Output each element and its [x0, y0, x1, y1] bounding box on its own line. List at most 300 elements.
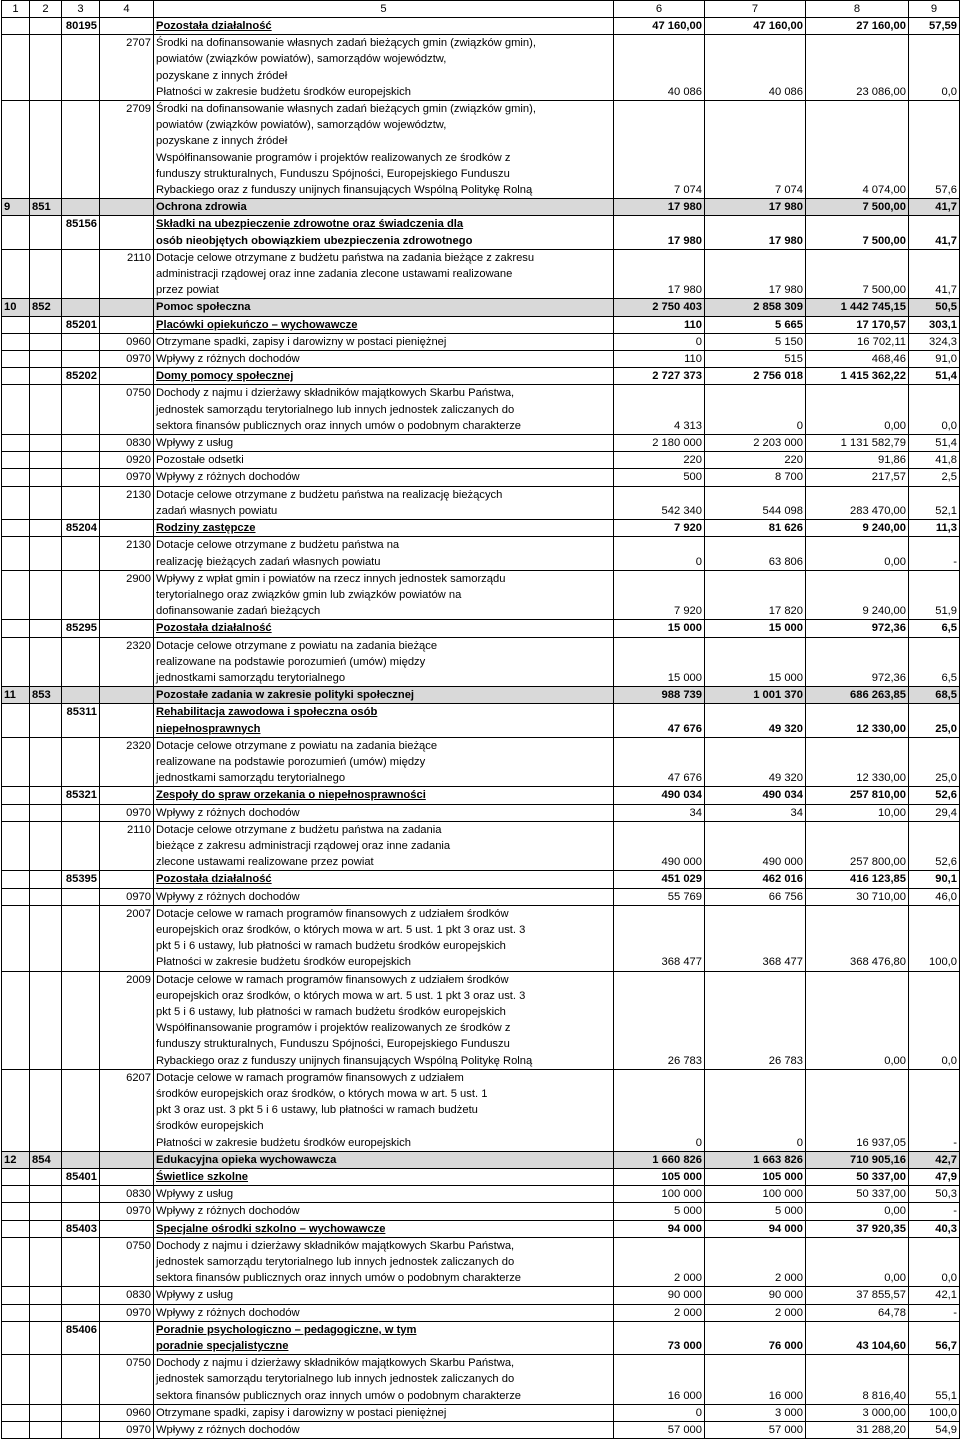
execution-percent: 52,6: [909, 854, 960, 871]
column-header-row: [2, 1, 960, 18]
execution-amount: 7 500,00: [806, 282, 909, 299]
item-description: [154, 216, 614, 233]
chapter-code: [62, 249, 100, 266]
item-description: [154, 620, 614, 637]
plan-initial: [614, 1371, 705, 1387]
paragraph-code: 2900: [100, 570, 154, 587]
plan-after-changes: 1 663 826: [705, 1151, 806, 1168]
paragraph-code: [100, 922, 154, 938]
item-description: [154, 18, 614, 35]
division-code: [30, 333, 62, 350]
item-description: Pozostałe zadania w zakresie polityki społecznej: [154, 687, 614, 704]
table-row: [2, 1053, 960, 1070]
item-description: Dochody z najmu i dzierżawy składników majątkowych Skarbu Państwa,: [154, 385, 614, 402]
plan-initial: [614, 905, 705, 922]
plan-after-changes: [705, 587, 806, 603]
section-number: [2, 1371, 30, 1387]
paragraph-code: [100, 182, 154, 199]
plan-initial: [614, 1355, 705, 1372]
paragraph-code: [100, 954, 154, 971]
table-row: [2, 402, 960, 418]
item-description: Dochody z najmu i dzierżawy składników majątkowych Skarbu Państwa,: [154, 1355, 614, 1372]
execution-percent: [909, 1069, 960, 1086]
division-code: [30, 1338, 62, 1355]
section-number: [2, 603, 30, 620]
execution-percent: [909, 385, 960, 402]
chapter-code: [62, 971, 100, 988]
plan-after-changes: [705, 216, 806, 233]
paragraph-code: [100, 754, 154, 770]
plan-after-changes: [705, 704, 806, 721]
paragraph-code: [100, 603, 154, 620]
item-description: jednostek samorządu terytorialnego lub innych jednostek zaliczanych do: [154, 402, 614, 418]
chapter-code: [62, 1186, 100, 1203]
execution-percent: 6,5: [909, 620, 960, 637]
division-code: [30, 737, 62, 754]
section-number: [2, 922, 30, 938]
plan-after-changes: [705, 838, 806, 854]
item-description: osób nieobjętych obowiązkiem ubezpieczenia zdrowotnego: [154, 233, 614, 250]
execution-amount: 31 288,20: [806, 1422, 909, 1439]
division-code: [30, 266, 62, 282]
chapter-code: [62, 1004, 100, 1020]
section-number: [2, 1086, 30, 1102]
item-description-text: Domy pomocy społecznej: [156, 370, 294, 383]
execution-amount: 1 415 362,22: [806, 368, 909, 385]
plan-after-changes: 15 000: [705, 620, 806, 637]
chapter-code: [62, 1304, 100, 1321]
item-description-text: Rodziny zastępcze: [156, 522, 256, 535]
section-number: [2, 954, 30, 971]
section-number: [2, 368, 30, 385]
execution-percent: 6,5: [909, 670, 960, 687]
execution-amount: [806, 1069, 909, 1086]
plan-initial: [614, 117, 705, 133]
plan-after-changes: 2 756 018: [705, 368, 806, 385]
item-description: Środki na dofinansowanie własnych zadań bieżących gmin (związków gmin),: [154, 101, 614, 118]
execution-percent: 29,4: [909, 804, 960, 821]
plan-after-changes: [705, 1371, 806, 1387]
chapter-code: [62, 182, 100, 199]
execution-amount: 27 160,00: [806, 18, 909, 35]
execution-percent: [909, 249, 960, 266]
item-description: Współfinansowanie programów i projektów realizowanych ze środków z: [154, 150, 614, 166]
plan-initial: 15 000: [614, 620, 705, 637]
division-code: [30, 670, 62, 687]
table-row: [2, 1004, 960, 1020]
execution-amount: 1 442 745,15: [806, 299, 909, 316]
execution-amount: [806, 486, 909, 503]
execution-percent: 25,0: [909, 721, 960, 738]
table-row: [2, 603, 960, 620]
execution-percent: [909, 51, 960, 67]
plan-initial: 7 074: [614, 182, 705, 199]
chapter-code: [62, 888, 100, 905]
execution-percent: 50,5: [909, 299, 960, 316]
item-description: pkt 5 i 6 ustawy, lub płatności w ramach budżetu środków europejskich: [154, 1004, 614, 1020]
item-description: Wpływy z różnych dochodów: [154, 351, 614, 368]
division-code: [30, 1020, 62, 1036]
execution-percent: [909, 266, 960, 282]
item-description: Otrzymane spadki, zapisy i darowizny w postaci pieniężnej: [154, 1404, 614, 1421]
table-row: [2, 1287, 960, 1304]
plan-initial: 500: [614, 469, 705, 486]
chapter-code: [62, 68, 100, 84]
plan-after-changes: [705, 1069, 806, 1086]
table-row: [2, 469, 960, 486]
execution-percent: [909, 1004, 960, 1020]
section-number: [2, 1203, 30, 1220]
plan-after-changes: 0: [705, 418, 806, 435]
division-code: [30, 1053, 62, 1070]
execution-amount: 12 330,00: [806, 770, 909, 787]
paragraph-code: 2110: [100, 249, 154, 266]
division-code: [30, 1422, 62, 1439]
division-code: [30, 469, 62, 486]
execution-amount: 416 123,85: [806, 871, 909, 888]
chapter-code: 85401: [62, 1169, 100, 1186]
division-code: [30, 1186, 62, 1203]
division-code: [30, 1304, 62, 1321]
execution-percent: [909, 1086, 960, 1102]
item-description: funduszy strukturalnych, Funduszu Spójności, Europejskiego Funduszu: [154, 1036, 614, 1052]
chapter-code: [62, 1036, 100, 1052]
execution-amount: 7 500,00: [806, 233, 909, 250]
chapter-code: 85156: [62, 216, 100, 233]
table-row: [2, 804, 960, 821]
chapter-code: [62, 1287, 100, 1304]
paragraph-code: [100, 704, 154, 721]
division-code: [30, 954, 62, 971]
execution-percent: 50,3: [909, 1186, 960, 1203]
table-row: [2, 1020, 960, 1036]
division-code: [30, 435, 62, 452]
execution-amount: [806, 35, 909, 52]
execution-percent: -: [909, 554, 960, 571]
division-code: [30, 1371, 62, 1387]
execution-percent: [909, 68, 960, 84]
paragraph-code: 0750: [100, 1237, 154, 1254]
paragraph-code: [100, 368, 154, 385]
section-number: [2, 351, 30, 368]
item-description: funduszy strukturalnych, Funduszu Spójności, Europejskiego Funduszu: [154, 166, 614, 182]
paragraph-code: [100, 787, 154, 804]
execution-percent: 57,6: [909, 182, 960, 199]
paragraph-code: 2009: [100, 971, 154, 988]
chapter-row: [2, 1321, 960, 1338]
column-header-4: 4: [100, 1, 154, 18]
chapter-row: [2, 1220, 960, 1237]
division-code: [30, 871, 62, 888]
section-number: [2, 938, 30, 954]
plan-after-changes: 2 858 309: [705, 299, 806, 316]
plan-initial: [614, 971, 705, 988]
plan-after-changes: [705, 637, 806, 654]
division-code: [30, 1270, 62, 1287]
execution-percent: 68,5: [909, 687, 960, 704]
item-description: [154, 871, 614, 888]
execution-percent: 52,1: [909, 503, 960, 520]
table-row: [2, 68, 960, 84]
paragraph-code: [100, 938, 154, 954]
section-number: 10: [2, 299, 30, 316]
chapter-code: [62, 1020, 100, 1036]
section-number: [2, 1338, 30, 1355]
section-number: [2, 101, 30, 118]
item-description-text: Specjalne ośrodki szkolno – wychowawcze: [156, 1222, 386, 1235]
section-number: [2, 51, 30, 67]
chapter-row: [2, 620, 960, 637]
execution-percent: 91,0: [909, 351, 960, 368]
item-description: [154, 316, 614, 333]
item-description: pkt 3 oraz ust. 3 pkt 5 i 6 ustawy, lub płatności w ramach budżetu: [154, 1102, 614, 1118]
section-number: [2, 385, 30, 402]
chapter-code: [62, 1203, 100, 1220]
execution-amount: 30 710,00: [806, 888, 909, 905]
paragraph-code: 0830: [100, 1186, 154, 1203]
execution-percent: 57,59: [909, 18, 960, 35]
plan-initial: 542 340: [614, 503, 705, 520]
item-description: przez powiat: [154, 282, 614, 299]
table-body: [2, 18, 960, 1439]
section-number: [2, 452, 30, 469]
paragraph-code: [100, 1020, 154, 1036]
table-row: [2, 1069, 960, 1086]
item-description: Wpływy z różnych dochodów: [154, 1422, 614, 1439]
section-number: [2, 770, 30, 787]
table-row: [2, 117, 960, 133]
paragraph-code: [100, 838, 154, 854]
execution-percent: [909, 637, 960, 654]
execution-amount: [806, 971, 909, 988]
execution-amount: 23 086,00: [806, 84, 909, 101]
table-row: [2, 266, 960, 282]
section-number: [2, 18, 30, 35]
plan-initial: 100 000: [614, 1186, 705, 1203]
section-number: [2, 1186, 30, 1203]
execution-amount: 972,36: [806, 620, 909, 637]
table-row: [2, 838, 960, 854]
table-row: [2, 1388, 960, 1405]
execution-percent: [909, 1321, 960, 1338]
paragraph-code: 0960: [100, 1404, 154, 1421]
execution-amount: [806, 938, 909, 954]
table-row: [2, 486, 960, 503]
plan-initial: [614, 68, 705, 84]
paragraph-code: [100, 1004, 154, 1020]
execution-amount: 50 337,00: [806, 1169, 909, 1186]
plan-initial: 2 000: [614, 1304, 705, 1321]
plan-after-changes: 220: [705, 452, 806, 469]
chapter-row: [2, 871, 960, 888]
execution-percent: [909, 35, 960, 52]
section-number: [2, 117, 30, 133]
paragraph-code: 2130: [100, 537, 154, 554]
execution-amount: 8 816,40: [806, 1388, 909, 1405]
chapter-code: [62, 133, 100, 149]
item-description: [154, 368, 614, 385]
execution-percent: [909, 1036, 960, 1052]
section-number: [2, 1169, 30, 1186]
paragraph-code: 0970: [100, 469, 154, 486]
division-code: [30, 1169, 62, 1186]
paragraph-code: [100, 1371, 154, 1387]
division-code: [30, 486, 62, 503]
division-code: [30, 838, 62, 854]
paragraph-code: 0830: [100, 1287, 154, 1304]
execution-amount: [806, 570, 909, 587]
execution-amount: [806, 1355, 909, 1372]
paragraph-code: 2707: [100, 35, 154, 52]
paragraph-code: [100, 402, 154, 418]
column-header-2: 2: [30, 1, 62, 18]
execution-amount: 0,00: [806, 1270, 909, 1287]
item-description: pozyskane z innych źródeł: [154, 68, 614, 84]
division-code: [30, 1254, 62, 1270]
chapter-code: [62, 233, 100, 250]
execution-amount: 3 000,00: [806, 1404, 909, 1421]
plan-after-changes: [705, 1254, 806, 1270]
budget-table: [1, 0, 960, 1439]
execution-amount: [806, 1371, 909, 1387]
plan-initial: [614, 838, 705, 854]
execution-amount: [806, 1254, 909, 1270]
plan-after-changes: [705, 905, 806, 922]
execution-percent: 51,9: [909, 603, 960, 620]
plan-after-changes: 17 820: [705, 603, 806, 620]
plan-initial: [614, 166, 705, 182]
section-number: 12: [2, 1151, 30, 1168]
execution-percent: 47,9: [909, 1169, 960, 1186]
plan-initial: [614, 737, 705, 754]
section-number: [2, 418, 30, 435]
execution-percent: [909, 988, 960, 1004]
chapter-code: [62, 51, 100, 67]
section-number: [2, 670, 30, 687]
execution-percent: [909, 737, 960, 754]
execution-amount: 0,00: [806, 418, 909, 435]
execution-amount: [806, 754, 909, 770]
table-row: [2, 938, 960, 954]
plan-after-changes: 490 000: [705, 854, 806, 871]
item-description: Dotacje celowe otrzymane z budżetu państwa na zadania bieżące z zakresu: [154, 249, 614, 266]
division-code: [30, 18, 62, 35]
section-number: [2, 537, 30, 554]
division-row: [2, 199, 960, 216]
section-number: [2, 150, 30, 166]
item-description: Dotacje celowe otrzymane z budżetu państwa na zadania: [154, 821, 614, 838]
paragraph-code: [100, 150, 154, 166]
table-row: [2, 654, 960, 670]
table-row: [2, 435, 960, 452]
table-row: [2, 1338, 960, 1355]
section-number: [2, 435, 30, 452]
plan-initial: [614, 402, 705, 418]
division-code: [30, 1287, 62, 1304]
execution-amount: 257 810,00: [806, 787, 909, 804]
item-description: powiatów (związków powiatów), samorządów województw,: [154, 117, 614, 133]
plan-initial: 105 000: [614, 1169, 705, 1186]
chapter-code: [62, 486, 100, 503]
division-code: [30, 587, 62, 603]
paragraph-code: [100, 620, 154, 637]
plan-initial: [614, 1321, 705, 1338]
division-code: [30, 922, 62, 938]
paragraph-code: [100, 687, 154, 704]
chapter-code: [62, 385, 100, 402]
chapter-code: [62, 1237, 100, 1254]
table-row: [2, 721, 960, 738]
plan-initial: 0: [614, 554, 705, 571]
column-header-1: 1: [2, 1, 30, 18]
chapter-code: [62, 1151, 100, 1168]
item-description: Otrzymane spadki, zapisy i darowizny w postaci pieniężnej: [154, 333, 614, 350]
chapter-code: [62, 554, 100, 571]
execution-amount: 37 855,57: [806, 1287, 909, 1304]
paragraph-code: 0970: [100, 1203, 154, 1220]
execution-amount: [806, 654, 909, 670]
plan-initial: [614, 1118, 705, 1134]
section-number: [2, 737, 30, 754]
plan-after-changes: 90 000: [705, 1287, 806, 1304]
division-code: [30, 971, 62, 988]
plan-after-changes: 63 806: [705, 554, 806, 571]
plan-initial: 16 000: [614, 1388, 705, 1405]
item-description: środków europejskich: [154, 1118, 614, 1134]
execution-amount: [806, 737, 909, 754]
plan-initial: 2 180 000: [614, 435, 705, 452]
item-description: terytorialnego oraz związków gmin lub związków powiatów na: [154, 587, 614, 603]
division-code: [30, 182, 62, 199]
item-description: Wpływy z usług: [154, 1287, 614, 1304]
execution-amount: [806, 402, 909, 418]
plan-initial: 47 676: [614, 770, 705, 787]
table-row: [2, 1203, 960, 1220]
paragraph-code: [100, 282, 154, 299]
execution-amount: 43 104,60: [806, 1338, 909, 1355]
chapter-code: [62, 687, 100, 704]
chapter-row: [2, 787, 960, 804]
paragraph-code: 0750: [100, 385, 154, 402]
execution-amount: 50 337,00: [806, 1186, 909, 1203]
division-row: [2, 687, 960, 704]
section-number: [2, 133, 30, 149]
item-description: jednostek samorządu terytorialnego lub innych jednostek zaliczanych do: [154, 1371, 614, 1387]
chapter-code: 85403: [62, 1220, 100, 1237]
division-code: [30, 351, 62, 368]
plan-after-changes: [705, 1020, 806, 1036]
item-description-text: Poradnie psychologiczno – pedagogiczne, w tym: [156, 1323, 417, 1336]
plan-after-changes: 81 626: [705, 520, 806, 537]
plan-initial: 4 313: [614, 418, 705, 435]
paragraph-code: 6207: [100, 1069, 154, 1086]
item-description: sektora finansów publicznych oraz innych umów o podobnym charakterze: [154, 1270, 614, 1287]
plan-initial: [614, 486, 705, 503]
division-code: [30, 368, 62, 385]
item-description: środków europejskich oraz środków, o których mowa w art. 5 ust. 1: [154, 1086, 614, 1102]
item-description: jednostkami samorządu terytorialnego: [154, 670, 614, 687]
plan-after-changes: [705, 1102, 806, 1118]
execution-amount: [806, 1118, 909, 1134]
paragraph-code: [100, 1321, 154, 1338]
table-row: [2, 35, 960, 52]
item-description: Dotacje celowe w ramach programów finansowych z udziałem środków: [154, 905, 614, 922]
plan-after-changes: 49 320: [705, 721, 806, 738]
plan-initial: [614, 988, 705, 1004]
paragraph-code: 2320: [100, 637, 154, 654]
execution-amount: 710 905,16: [806, 1151, 909, 1168]
division-code: [30, 821, 62, 838]
